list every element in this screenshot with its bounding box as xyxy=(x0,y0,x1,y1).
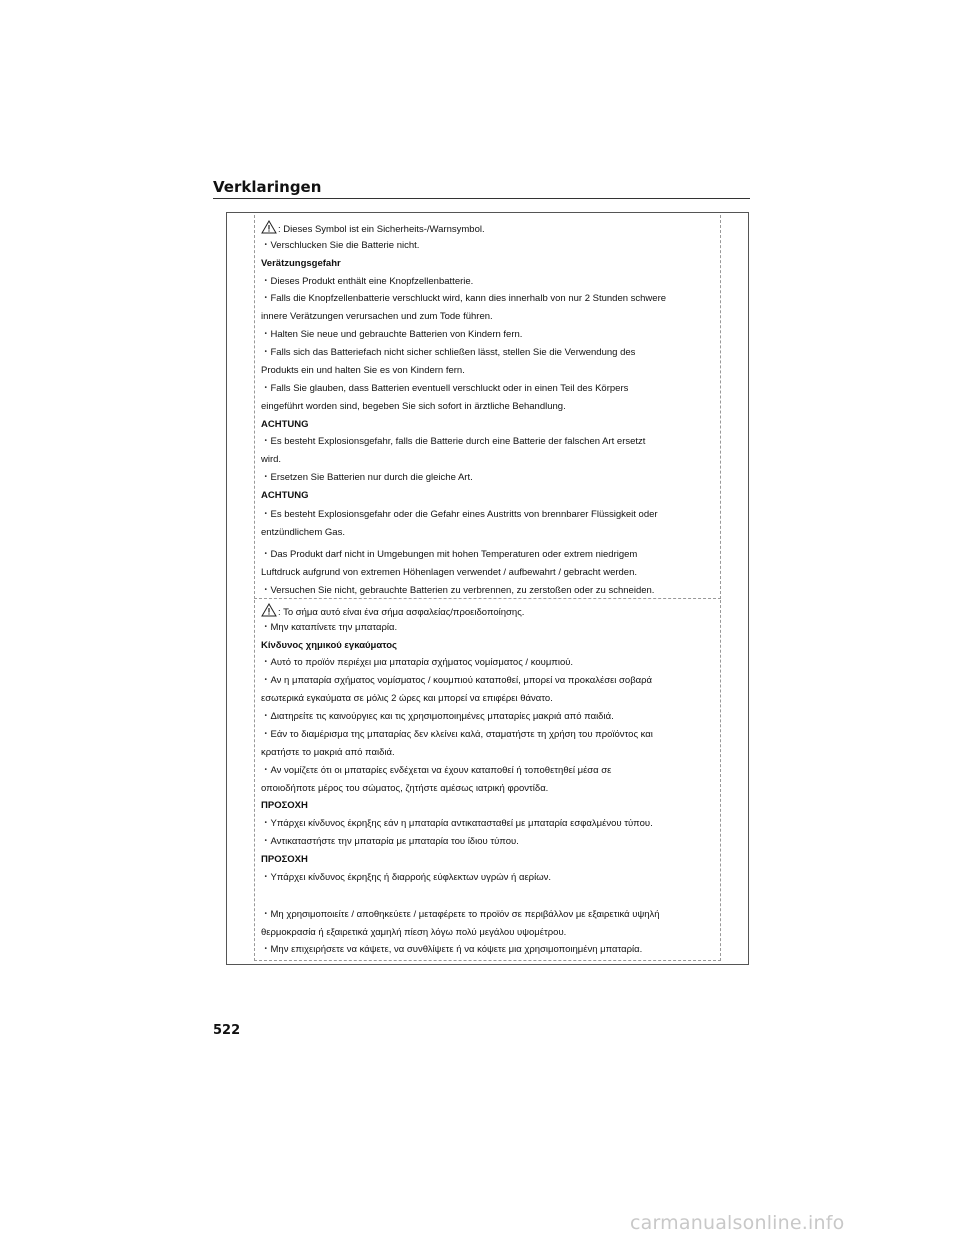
german-line xyxy=(261,435,721,449)
greek-line xyxy=(261,639,721,653)
german-line-text: : Dieses Symbol ist ein Sicherheits-/Warnsymbol. xyxy=(278,224,485,235)
page-header-title: Verklaringen xyxy=(213,178,322,196)
german-line-text: ・Dieses Produkt enthält eine Knopfzellenbatterie. xyxy=(261,276,474,287)
german-line-text: ・Versuchen Sie nicht, gebrauchte Batterien zu verbrennen, zu zerstoßen oder zu schneiden. xyxy=(261,585,655,596)
german-line xyxy=(261,418,721,432)
german-line xyxy=(261,257,721,271)
german-line xyxy=(261,239,721,253)
greek-line xyxy=(261,710,721,724)
greek-panel xyxy=(254,600,721,961)
german-line xyxy=(261,364,721,378)
greek-line-text: ・Υπάρχει κίνδυνος έκρηξης ή διαρροής εύφλεκτων υγρών ή αερίων. xyxy=(261,872,552,883)
greek-line xyxy=(261,603,721,620)
greek-line xyxy=(261,835,721,849)
german-line xyxy=(261,489,721,503)
german-line-text: ・Falls sich das Batteriefach nicht sicher schließen lässt, stellen Sie die Verwendung des xyxy=(261,347,636,358)
greek-line-text: ・Μην επιχειρήσετε να κάψετε, να συνθλίψετε ή να κόψετε μια χρησιμοποιημένη μπαταρία. xyxy=(261,944,643,955)
german-line-text: eingeführt worden sind, begeben Sie sich sofort in ärztliche Behandlung. xyxy=(261,401,566,412)
greek-line-text: Κίνδυνος χημικού εγκαύματος xyxy=(261,640,397,651)
german-line-text: Luftdruck aufgrund von extremen Höhenlagen verwendet / aufbewahrt / gebracht werden. xyxy=(261,567,638,578)
german-line-text: innere Verätzungen verursachen und zum Tode führen. xyxy=(261,311,493,322)
greek-line xyxy=(261,621,721,635)
german-line xyxy=(261,526,721,540)
greek-line-text: ・Αν η μπαταρία σχήματος νομίσματος / κουμπιού καταποθεί, μπορεί να προκαλέσει σοβαρά xyxy=(261,675,653,686)
greek-line-text: ・Αυτό το προϊόν περιέχει μια μπαταρία σχήματος νομίσματος / κουμπιού. xyxy=(261,657,574,668)
warning-triangle-icon xyxy=(261,603,277,617)
greek-line-text: ・Μην καταπίνετε την μπαταρία. xyxy=(261,622,398,633)
german-line-text: ・Falls Sie glauben, dass Batterien eventuell verschluckt oder in einen Teil des Körpers xyxy=(261,383,629,394)
german-line xyxy=(261,453,721,467)
greek-line-text: : Το σήμα αυτό είναι ένα σήμα ασφαλείας/προειδοποίησης. xyxy=(278,607,525,618)
greek-line-text: θερμοκρασία ή εξαιρετικά χαμηλή πίεση λόγω πολύ μεγάλου υψομέτρου. xyxy=(261,927,567,938)
greek-line-text: ・Αντικαταστήστε την μπαταρία με μπαταρία του ίδιου τύπου. xyxy=(261,836,519,847)
greek-line xyxy=(261,692,721,706)
greek-line xyxy=(261,728,721,742)
german-line xyxy=(261,346,721,360)
german-line-text: ・Das Produkt darf nicht in Umgebungen mit hohen Temperaturen oder extrem niedrigem xyxy=(261,549,638,560)
german-line-text: ・Es besteht Explosionsgefahr, falls die Batterie durch eine Batterie der falschen Art ersetzt xyxy=(261,436,646,447)
german-line-text: wird. xyxy=(261,454,282,465)
german-line xyxy=(261,548,721,562)
german-line-text: ・Verschlucken Sie die Batterie nicht. xyxy=(261,240,420,251)
german-line xyxy=(261,508,721,522)
german-line xyxy=(261,471,721,485)
german-line-text: entzündlichem Gas. xyxy=(261,527,345,538)
page-number: 522 xyxy=(213,1023,241,1038)
greek-line xyxy=(261,871,721,885)
greek-line-text: ・Αν νομίζετε ότι οι μπαταρίες ενδέχεται να έχουν καταποθεί ή τοποθετηθεί μέσα σε xyxy=(261,765,612,776)
german-line xyxy=(261,220,721,237)
header-rule xyxy=(213,198,750,199)
greek-line-text: εσωτερικά εγκαύματα σε μόλις 2 ώρες και μπορεί να επιφέρει θάνατο. xyxy=(261,693,553,704)
greek-line-text: ・Μη χρησιμοποιείτε / αποθηκεύετε / μεταφέρετε το προϊόν σε περιβάλλον με εξαιρετικά υψηλή xyxy=(261,909,660,920)
warning-triangle-icon xyxy=(261,220,277,234)
german-line xyxy=(261,275,721,289)
german-line-text: ・Ersetzen Sie Batterien nur durch die gleiche Art. xyxy=(261,472,473,483)
german-line xyxy=(261,584,721,598)
greek-line xyxy=(261,656,721,670)
greek-line-text: ・Εάν το διαμέρισμα της μπαταρίας δεν κλείνει καλά, σταματήστε τη χρήση του προϊόντος και xyxy=(261,729,653,740)
greek-line-text: ΠΡΟΣΟΧΗ xyxy=(261,854,308,865)
greek-line xyxy=(261,799,721,813)
german-line-text: ACHTUNG xyxy=(261,419,309,430)
greek-line xyxy=(261,746,721,760)
greek-line xyxy=(261,817,721,831)
greek-line xyxy=(261,764,721,778)
greek-line xyxy=(261,782,721,796)
greek-line-text: ΠΡΟΣΟΧΗ xyxy=(261,800,308,811)
german-line-text: ・Es besteht Explosionsgefahr oder die Gefahr eines Austritts von brennbarer Flüssigkeit oder xyxy=(261,509,658,520)
greek-line-text: κρατήστε το μακριά από παιδιά. xyxy=(261,747,395,758)
greek-line-text: ・Διατηρείτε τις καινούργιες και τις χρησιμοποιημένες μπαταρίες μακριά από παιδιά. xyxy=(261,711,614,722)
greek-line xyxy=(261,926,721,940)
greek-line-text: ・Υπάρχει κίνδυνος έκρηξης εάν η μπαταρία αντικατασταθεί με μπαταρία εσφαλμένου τύπου. xyxy=(261,818,653,829)
greek-line xyxy=(261,908,721,922)
greek-line xyxy=(261,943,721,957)
german-line xyxy=(261,310,721,324)
german-line xyxy=(261,382,721,396)
greek-line xyxy=(261,674,721,688)
greek-line xyxy=(261,853,721,867)
german-line xyxy=(261,292,721,306)
german-line xyxy=(261,328,721,342)
german-line xyxy=(261,400,721,414)
german-line xyxy=(261,566,721,580)
german-line-text: Verätzungsgefahr xyxy=(261,258,341,269)
german-line-text: Produkts ein und halten Sie es von Kindern fern. xyxy=(261,365,465,376)
german-line-text: ACHTUNG xyxy=(261,490,309,501)
german-line-text: ・Halten Sie neue und gebrauchte Batterien von Kindern fern. xyxy=(261,329,523,340)
footer-watermark: carmanualsonline.info xyxy=(630,1212,845,1234)
greek-line-text: οποιοδήποτε μέρος του σώματος, ζητήστε αμέσως ιατρική φροντίδα. xyxy=(261,783,549,794)
german-line-text: ・Falls die Knopfzellenbatterie verschluckt wird, kann dies innerhalb von nur 2 Stunden schwere xyxy=(261,293,667,304)
